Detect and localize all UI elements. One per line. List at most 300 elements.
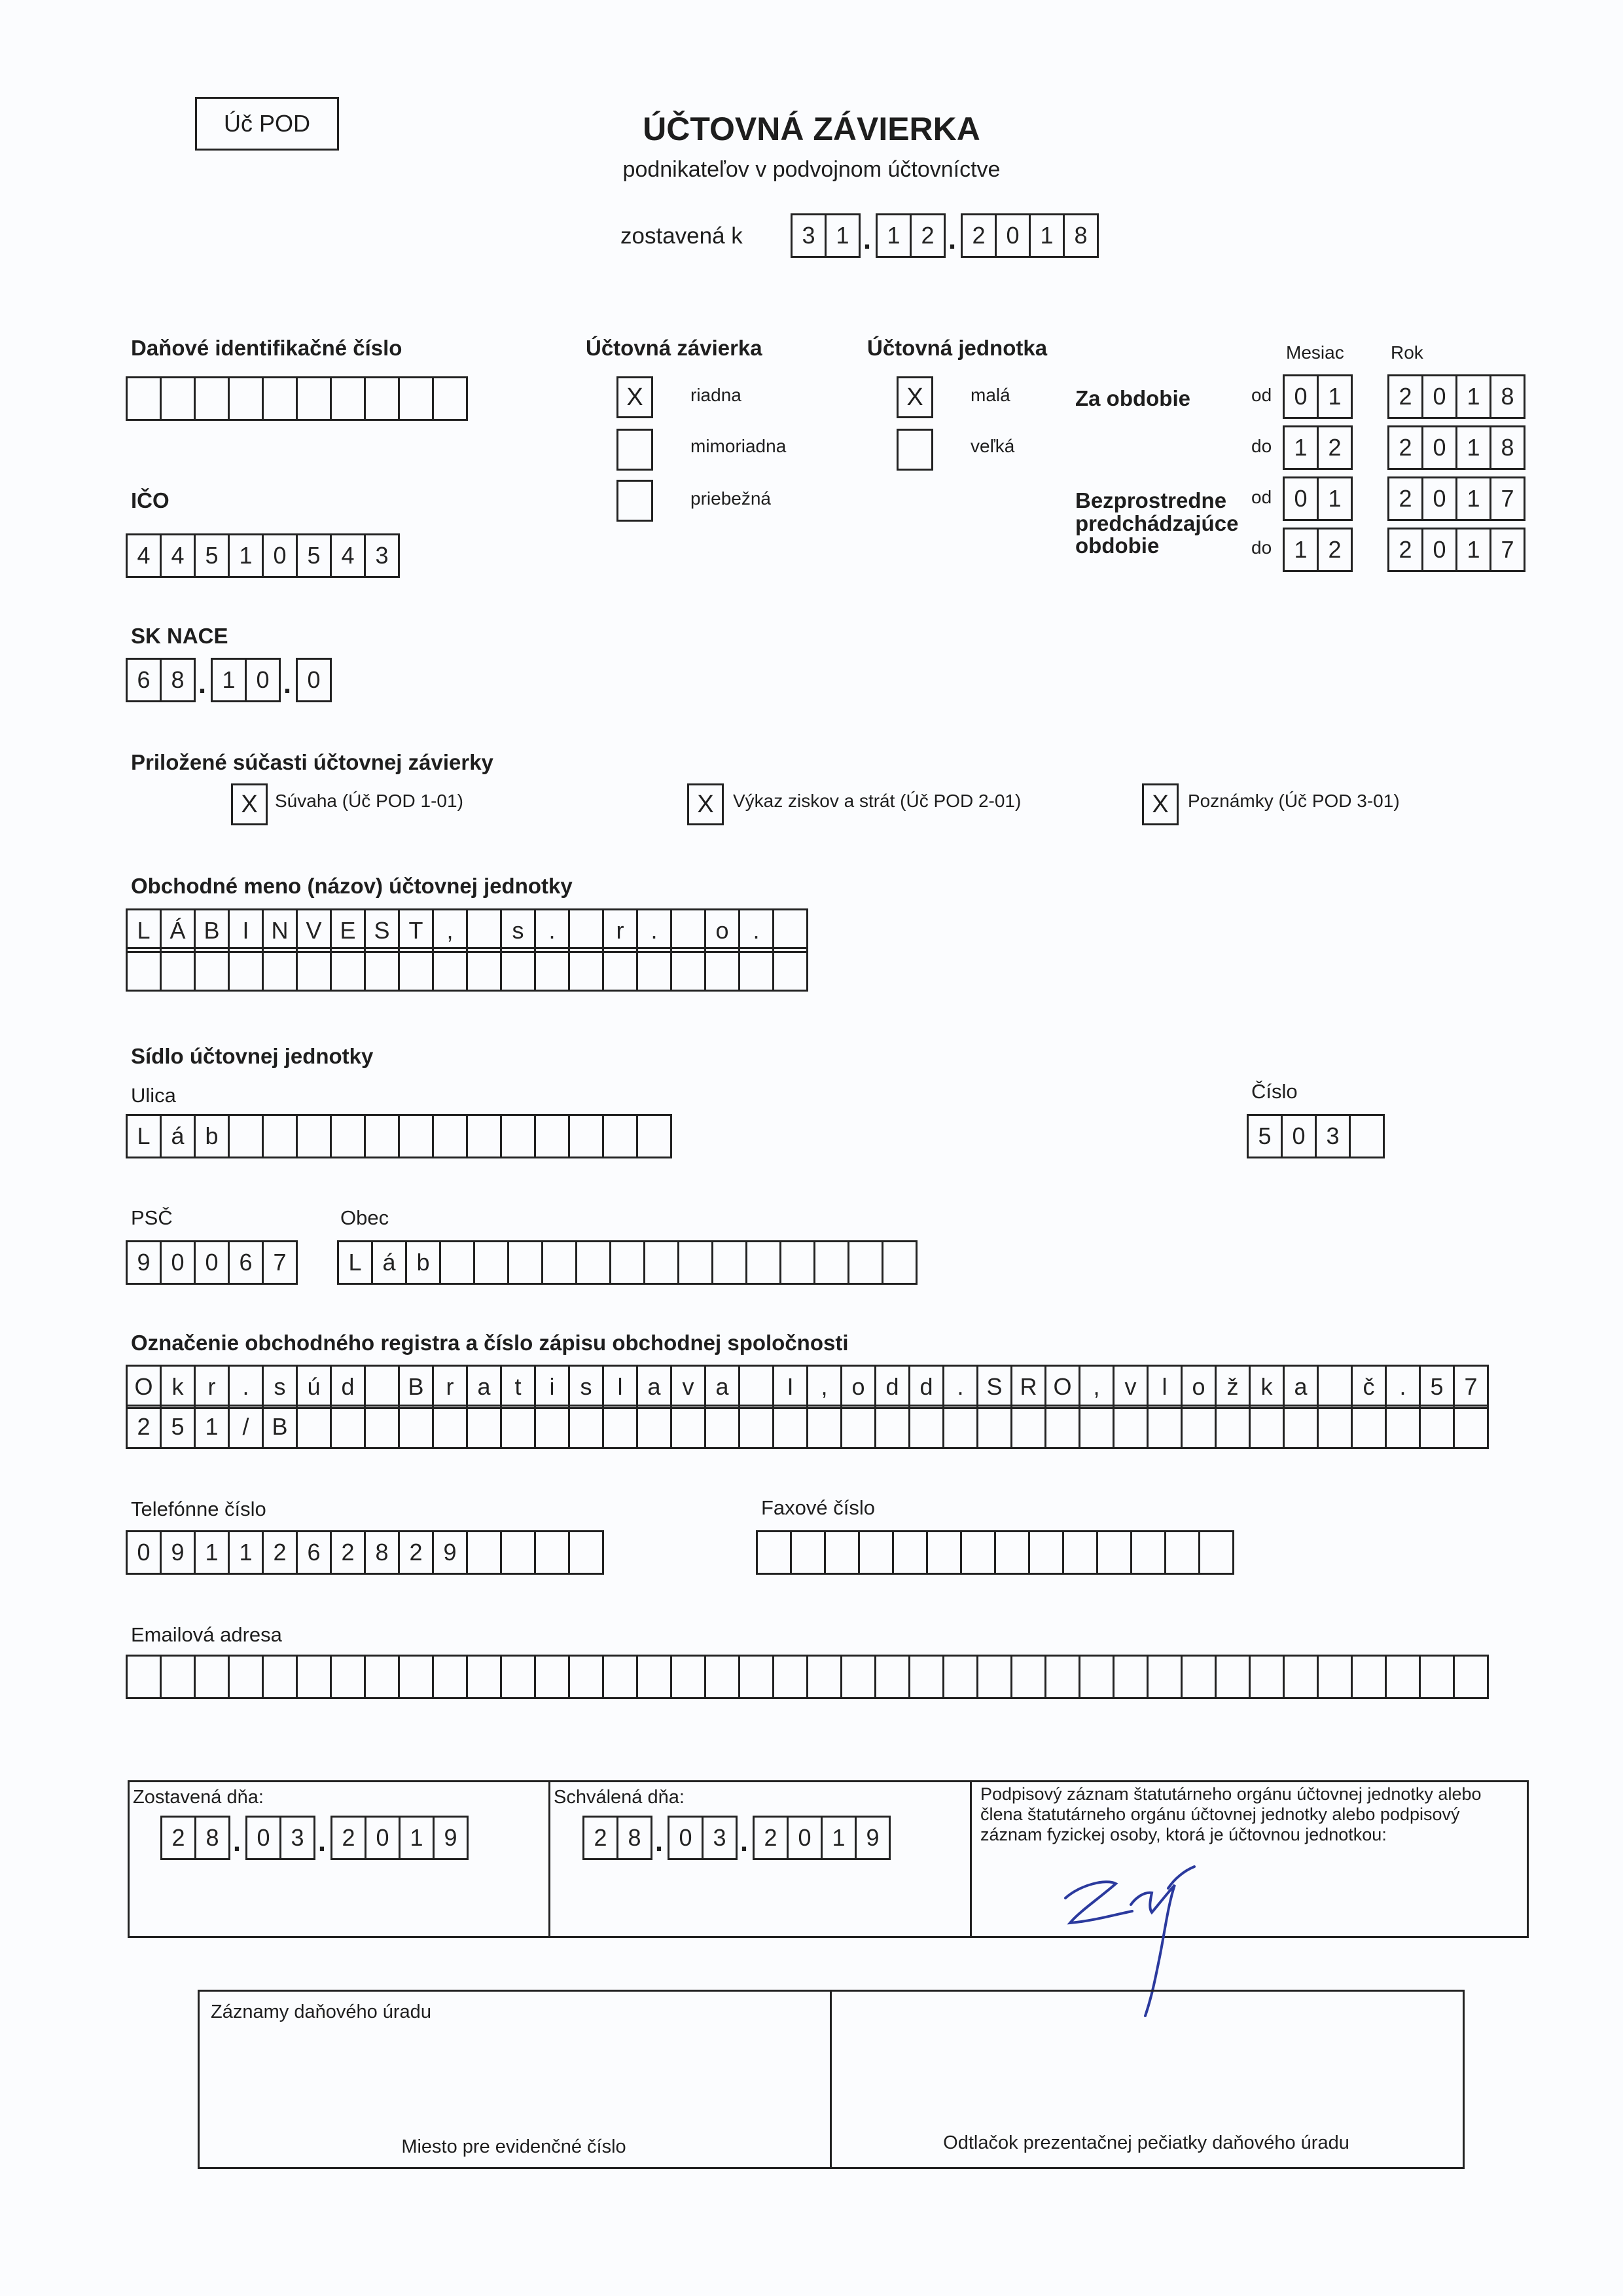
digit-cell[interactable]: 1 <box>1283 425 1319 470</box>
char-cell[interactable] <box>738 1405 774 1449</box>
char-cell[interactable] <box>228 947 264 992</box>
char-cell[interactable] <box>806 1405 842 1449</box>
dic-cell[interactable] <box>364 376 400 421</box>
char-cell[interactable] <box>1317 1655 1353 1699</box>
char-cell[interactable] <box>500 947 536 992</box>
current-to-year[interactable] <box>1387 425 1524 470</box>
date-digit[interactable]: 3 <box>791 213 827 258</box>
char-cell[interactable]: . <box>534 908 570 953</box>
char-cell[interactable] <box>466 1114 502 1158</box>
char-cell[interactable] <box>1283 1655 1319 1699</box>
char-cell[interactable]: B <box>262 1405 298 1449</box>
char-cell[interactable] <box>1283 1405 1319 1449</box>
char-cell[interactable] <box>738 947 774 992</box>
char-cell[interactable]: s <box>262 1365 298 1409</box>
previous-to-month[interactable] <box>1283 528 1351 572</box>
char-cell[interactable] <box>1385 1655 1421 1699</box>
attachment-poznamky-checkbox[interactable]: X <box>1142 783 1179 825</box>
char-cell[interactable] <box>994 1530 1030 1575</box>
char-cell[interactable]: , <box>432 908 468 953</box>
char-cell[interactable] <box>466 1655 502 1699</box>
char-cell[interactable]: ž <box>1215 1365 1251 1409</box>
char-cell[interactable] <box>432 947 468 992</box>
char-cell[interactable] <box>398 1405 434 1449</box>
char-cell[interactable] <box>704 1655 740 1699</box>
dic-boxes[interactable] <box>126 376 466 421</box>
ico-cell[interactable]: 5 <box>194 533 230 578</box>
char-cell[interactable]: V <box>296 908 332 953</box>
char-cell[interactable] <box>500 1655 536 1699</box>
char-cell[interactable] <box>1181 1655 1217 1699</box>
char-cell[interactable] <box>976 1655 1012 1699</box>
char-cell[interactable] <box>126 947 162 992</box>
char-cell[interactable] <box>1419 1655 1455 1699</box>
char-cell[interactable]: I <box>228 908 264 953</box>
char-cell[interactable] <box>160 947 196 992</box>
char-cell[interactable] <box>602 1405 638 1449</box>
digit-cell[interactable]: 0 <box>1283 476 1319 521</box>
char-cell[interactable] <box>942 1655 978 1699</box>
char-cell[interactable]: L <box>337 1240 373 1285</box>
char-cell[interactable]: r <box>194 1365 230 1409</box>
char-cell[interactable]: 1 <box>228 1530 264 1575</box>
char-cell[interactable] <box>745 1240 781 1285</box>
char-cell[interactable] <box>432 1655 468 1699</box>
previous-from-year[interactable] <box>1387 476 1524 521</box>
char-cell[interactable]: . <box>738 908 774 953</box>
char-cell[interactable] <box>976 1405 1012 1449</box>
char-cell[interactable] <box>439 1240 475 1285</box>
ico-cell[interactable]: 1 <box>228 533 264 578</box>
ico-cell[interactable]: 3 <box>364 533 400 578</box>
char-cell[interactable] <box>296 1405 332 1449</box>
char-cell[interactable] <box>228 1114 264 1158</box>
char-cell[interactable]: a <box>636 1365 672 1409</box>
dic-cell[interactable] <box>160 376 196 421</box>
dic-cell[interactable] <box>228 376 264 421</box>
char-cell[interactable] <box>942 1405 978 1449</box>
compiled-on-date[interactable]: 2 8 . 0 3 . 2 0 1 9 <box>160 1816 467 1860</box>
char-cell[interactable] <box>670 1655 706 1699</box>
char-cell[interactable] <box>1351 1655 1387 1699</box>
digit-cell[interactable]: 0 <box>1421 476 1457 521</box>
char-cell[interactable]: N <box>262 908 298 953</box>
char-cell[interactable] <box>432 1114 468 1158</box>
char-cell[interactable]: , <box>806 1365 842 1409</box>
char-cell[interactable] <box>296 1655 332 1699</box>
char-cell[interactable] <box>541 1240 577 1285</box>
char-cell[interactable] <box>194 947 230 992</box>
char-cell[interactable] <box>874 1655 910 1699</box>
char-cell[interactable] <box>772 908 808 953</box>
char-cell[interactable] <box>1096 1530 1132 1575</box>
char-cell[interactable]: r <box>432 1365 468 1409</box>
char-cell[interactable] <box>330 1114 366 1158</box>
char-cell[interactable] <box>466 947 502 992</box>
char-cell[interactable] <box>772 1405 808 1449</box>
char-cell[interactable] <box>1317 1365 1353 1409</box>
registry-line2[interactable] <box>126 1405 1487 1449</box>
char-cell[interactable] <box>756 1530 792 1575</box>
date-digit[interactable]: 2 <box>910 213 946 258</box>
char-cell[interactable] <box>1351 1405 1387 1449</box>
char-cell[interactable] <box>1113 1655 1149 1699</box>
ico-cell[interactable]: 0 <box>262 533 298 578</box>
char-cell[interactable] <box>534 947 570 992</box>
current-from-year[interactable] <box>1387 374 1524 419</box>
char-cell[interactable]: r <box>602 908 638 953</box>
char-cell[interactable]: d <box>874 1365 910 1409</box>
char-cell[interactable] <box>960 1530 996 1575</box>
char-cell[interactable]: L <box>126 1114 162 1158</box>
digit-cell[interactable]: 1 <box>1455 374 1491 419</box>
char-cell[interactable] <box>882 1240 918 1285</box>
ico-boxes[interactable] <box>126 533 398 578</box>
char-cell[interactable]: 0 <box>1281 1114 1317 1158</box>
char-cell[interactable] <box>1181 1405 1217 1449</box>
char-cell[interactable]: 2 <box>126 1405 162 1449</box>
date-digit[interactable]: 0 <box>995 213 1031 258</box>
char-cell[interactable]: ú <box>296 1365 332 1409</box>
char-cell[interactable] <box>1079 1405 1115 1449</box>
nace-cell[interactable]: 0 <box>245 658 281 702</box>
char-cell[interactable] <box>473 1240 509 1285</box>
char-cell[interactable] <box>677 1240 713 1285</box>
char-cell[interactable] <box>568 947 604 992</box>
char-cell[interactable]: . <box>636 908 672 953</box>
ico-cell[interactable]: 4 <box>160 533 196 578</box>
char-cell[interactable]: v <box>1113 1365 1149 1409</box>
current-from-month[interactable] <box>1283 374 1351 419</box>
char-cell[interactable]: Á <box>160 908 196 953</box>
char-cell[interactable] <box>500 1405 536 1449</box>
char-cell[interactable] <box>1419 1405 1455 1449</box>
date-digit[interactable]: 1 <box>825 213 861 258</box>
char-cell[interactable]: S <box>364 908 400 953</box>
char-cell[interactable] <box>1385 1405 1421 1449</box>
char-cell[interactable]: 9 <box>160 1530 196 1575</box>
char-cell[interactable]: 9 <box>126 1240 162 1285</box>
char-cell[interactable]: 5 <box>1419 1365 1455 1409</box>
char-cell[interactable]: 6 <box>228 1240 264 1285</box>
char-cell[interactable] <box>847 1240 883 1285</box>
zip-boxes[interactable] <box>126 1240 296 1285</box>
char-cell[interactable] <box>262 1114 298 1158</box>
previous-to-year[interactable] <box>1387 528 1524 572</box>
char-cell[interactable] <box>643 1240 679 1285</box>
current-to-month[interactable] <box>1283 425 1351 470</box>
unit-mala-checkbox[interactable]: X <box>897 376 933 418</box>
char-cell[interactable]: l <box>1147 1365 1183 1409</box>
char-cell[interactable]: 1 <box>194 1405 230 1449</box>
char-cell[interactable] <box>1147 1655 1183 1699</box>
char-cell[interactable] <box>568 1114 604 1158</box>
char-cell[interactable] <box>296 947 332 992</box>
char-cell[interactable] <box>398 947 434 992</box>
nace-cell[interactable]: 6 <box>126 658 162 702</box>
nace-boxes[interactable] <box>126 658 330 702</box>
char-cell[interactable] <box>1130 1530 1166 1575</box>
char-cell[interactable] <box>1079 1655 1115 1699</box>
char-cell[interactable] <box>1044 1655 1080 1699</box>
char-cell[interactable] <box>534 1655 570 1699</box>
char-cell[interactable] <box>1198 1530 1234 1575</box>
char-cell[interactable]: 9 <box>432 1530 468 1575</box>
street-boxes[interactable] <box>126 1114 670 1158</box>
char-cell[interactable] <box>262 1655 298 1699</box>
char-cell[interactable] <box>364 1365 400 1409</box>
char-cell[interactable] <box>1044 1405 1080 1449</box>
char-cell[interactable] <box>296 1114 332 1158</box>
char-cell[interactable] <box>1164 1530 1200 1575</box>
char-cell[interactable] <box>330 947 366 992</box>
char-cell[interactable]: 5 <box>160 1405 196 1449</box>
char-cell[interactable] <box>1453 1655 1489 1699</box>
char-cell[interactable]: R <box>1010 1365 1046 1409</box>
char-cell[interactable] <box>824 1530 860 1575</box>
fax-boxes[interactable] <box>756 1530 1232 1575</box>
char-cell[interactable] <box>568 1655 604 1699</box>
char-cell[interactable]: d <box>330 1365 366 1409</box>
char-cell[interactable]: B <box>194 908 230 953</box>
char-cell[interactable] <box>1453 1405 1489 1449</box>
char-cell[interactable] <box>926 1530 962 1575</box>
ico-cell[interactable]: 4 <box>126 533 162 578</box>
char-cell[interactable]: S <box>976 1365 1012 1409</box>
char-cell[interactable]: E <box>330 908 366 953</box>
char-cell[interactable] <box>636 1655 672 1699</box>
char-cell[interactable] <box>813 1240 849 1285</box>
unit-velka-checkbox[interactable] <box>897 429 933 471</box>
char-cell[interactable]: o <box>1181 1365 1217 1409</box>
digit-cell[interactable]: 2 <box>1387 528 1423 572</box>
digit-cell[interactable]: 2 <box>1387 476 1423 521</box>
char-cell[interactable]: s <box>500 908 536 953</box>
char-cell[interactable] <box>1147 1405 1183 1449</box>
char-cell[interactable]: 2 <box>330 1530 366 1575</box>
char-cell[interactable] <box>466 908 502 953</box>
char-cell[interactable] <box>738 1365 774 1409</box>
digit-cell[interactable]: 2 <box>1317 425 1353 470</box>
char-cell[interactable] <box>568 1530 604 1575</box>
char-cell[interactable]: 6 <box>296 1530 332 1575</box>
char-cell[interactable] <box>636 947 672 992</box>
char-cell[interactable] <box>398 1114 434 1158</box>
char-cell[interactable] <box>636 1405 672 1449</box>
city-boxes[interactable] <box>337 1240 916 1285</box>
char-cell[interactable]: 1 <box>194 1530 230 1575</box>
char-cell[interactable] <box>609 1240 645 1285</box>
char-cell[interactable]: a <box>1283 1365 1319 1409</box>
char-cell[interactable]: 3 <box>1315 1114 1351 1158</box>
char-cell[interactable] <box>534 1530 570 1575</box>
digit-cell[interactable]: 1 <box>1283 528 1319 572</box>
char-cell[interactable]: 0 <box>160 1240 196 1285</box>
char-cell[interactable] <box>1028 1530 1064 1575</box>
char-cell[interactable] <box>858 1530 894 1575</box>
char-cell[interactable]: 0 <box>126 1530 162 1575</box>
digit-cell[interactable]: 1 <box>1455 425 1491 470</box>
char-cell[interactable]: k <box>1249 1365 1285 1409</box>
char-cell[interactable] <box>1010 1655 1046 1699</box>
attachment-suvaha-checkbox[interactable]: X <box>231 783 268 825</box>
registry-line1[interactable] <box>126 1365 1487 1409</box>
compiled-date-boxes[interactable] <box>791 213 1097 258</box>
char-cell[interactable] <box>711 1240 747 1285</box>
char-cell[interactable] <box>466 1530 502 1575</box>
statement-priebezna-checkbox[interactable] <box>616 480 653 522</box>
char-cell[interactable] <box>772 1655 808 1699</box>
char-cell[interactable]: b <box>405 1240 441 1285</box>
char-cell[interactable]: l <box>602 1365 638 1409</box>
char-cell[interactable]: / <box>228 1405 264 1449</box>
char-cell[interactable] <box>704 1405 740 1449</box>
char-cell[interactable] <box>908 1405 944 1449</box>
char-cell[interactable] <box>126 1655 162 1699</box>
char-cell[interactable] <box>534 1405 570 1449</box>
char-cell[interactable]: t <box>500 1365 536 1409</box>
char-cell[interactable]: L <box>126 908 162 953</box>
dic-cell[interactable] <box>330 376 366 421</box>
digit-cell[interactable]: 0 <box>1421 528 1457 572</box>
ico-cell[interactable]: 4 <box>330 533 366 578</box>
char-cell[interactable] <box>398 1655 434 1699</box>
dic-cell[interactable] <box>262 376 298 421</box>
char-cell[interactable]: v <box>670 1365 706 1409</box>
char-cell[interactable] <box>892 1530 928 1575</box>
char-cell[interactable] <box>602 1655 638 1699</box>
char-cell[interactable]: č <box>1351 1365 1387 1409</box>
char-cell[interactable] <box>568 1405 604 1449</box>
digit-cell[interactable]: 7 <box>1489 528 1525 572</box>
char-cell[interactable]: a <box>466 1365 502 1409</box>
nace-cell[interactable]: 1 <box>211 658 247 702</box>
char-cell[interactable] <box>1062 1530 1098 1575</box>
char-cell[interactable] <box>330 1405 366 1449</box>
char-cell[interactable] <box>500 1530 536 1575</box>
digit-cell[interactable]: 1 <box>1455 476 1491 521</box>
char-cell[interactable] <box>534 1114 570 1158</box>
approved-on-date[interactable]: 2 8 . 0 3 . 2 0 1 9 <box>582 1816 889 1860</box>
char-cell[interactable]: á <box>371 1240 407 1285</box>
char-cell[interactable]: 2 <box>398 1530 434 1575</box>
char-cell[interactable]: s <box>568 1365 604 1409</box>
char-cell[interactable]: 8 <box>364 1530 400 1575</box>
char-cell[interactable] <box>779 1240 815 1285</box>
char-cell[interactable] <box>1249 1655 1285 1699</box>
char-cell[interactable]: 7 <box>262 1240 298 1285</box>
char-cell[interactable]: b <box>194 1114 230 1158</box>
digit-cell[interactable]: 8 <box>1489 374 1525 419</box>
date-digit[interactable]: 1 <box>876 213 912 258</box>
char-cell[interactable]: d <box>908 1365 944 1409</box>
char-cell[interactable]: . <box>228 1365 264 1409</box>
char-cell[interactable]: a <box>704 1365 740 1409</box>
char-cell[interactable] <box>1215 1405 1251 1449</box>
char-cell[interactable] <box>160 1655 196 1699</box>
digit-cell[interactable]: 2 <box>1387 374 1423 419</box>
char-cell[interactable]: O <box>126 1365 162 1409</box>
char-cell[interactable]: , <box>1079 1365 1115 1409</box>
char-cell[interactable] <box>568 908 604 953</box>
char-cell[interactable] <box>364 1114 400 1158</box>
char-cell[interactable] <box>874 1405 910 1449</box>
char-cell[interactable] <box>432 1405 468 1449</box>
attachment-vzs-checkbox[interactable]: X <box>687 783 724 825</box>
date-digit[interactable]: 8 <box>1063 213 1099 258</box>
digit-cell[interactable]: 0 <box>1283 374 1319 419</box>
digit-cell[interactable]: 1 <box>1317 374 1353 419</box>
char-cell[interactable] <box>1113 1405 1149 1449</box>
char-cell[interactable] <box>772 947 808 992</box>
char-cell[interactable] <box>364 1405 400 1449</box>
digit-cell[interactable]: 2 <box>1387 425 1423 470</box>
char-cell[interactable]: i <box>534 1365 570 1409</box>
char-cell[interactable] <box>670 1405 706 1449</box>
char-cell[interactable]: . <box>1385 1365 1421 1409</box>
char-cell[interactable] <box>840 1655 876 1699</box>
char-cell[interactable] <box>908 1655 944 1699</box>
phone-boxes[interactable] <box>126 1530 602 1575</box>
digit-cell[interactable]: 2 <box>1317 528 1353 572</box>
char-cell[interactable] <box>790 1530 826 1575</box>
dic-cell[interactable] <box>398 376 434 421</box>
dic-cell[interactable] <box>432 376 468 421</box>
char-cell[interactable] <box>670 947 706 992</box>
digit-cell[interactable]: 1 <box>1317 476 1353 521</box>
digit-cell[interactable]: 7 <box>1489 476 1525 521</box>
char-cell[interactable] <box>330 1655 366 1699</box>
dic-cell[interactable] <box>194 376 230 421</box>
char-cell[interactable] <box>602 1114 638 1158</box>
char-cell[interactable] <box>364 947 400 992</box>
char-cell[interactable]: 0 <box>194 1240 230 1285</box>
char-cell[interactable] <box>806 1655 842 1699</box>
digit-cell[interactable]: 0 <box>1421 425 1457 470</box>
char-cell[interactable] <box>194 1655 230 1699</box>
char-cell[interactable]: 5 <box>1247 1114 1283 1158</box>
char-cell[interactable] <box>704 947 740 992</box>
char-cell[interactable] <box>364 1655 400 1699</box>
statement-riadna-checkbox[interactable]: X <box>616 376 653 418</box>
char-cell[interactable] <box>228 1655 264 1699</box>
ico-cell[interactable]: 5 <box>296 533 332 578</box>
date-digit[interactable]: 1 <box>1029 213 1065 258</box>
char-cell[interactable]: 2 <box>262 1530 298 1575</box>
char-cell[interactable] <box>1249 1405 1285 1449</box>
company-name-line2[interactable] <box>126 947 806 992</box>
char-cell[interactable] <box>840 1405 876 1449</box>
char-cell[interactable]: o <box>704 908 740 953</box>
char-cell[interactable]: 7 <box>1453 1365 1489 1409</box>
char-cell[interactable]: . <box>942 1365 978 1409</box>
company-name-line1[interactable] <box>126 908 806 953</box>
email-boxes[interactable] <box>126 1655 1487 1699</box>
dic-cell[interactable] <box>296 376 332 421</box>
char-cell[interactable] <box>500 1114 536 1158</box>
char-cell[interactable] <box>466 1405 502 1449</box>
nace-cell[interactable]: 0 <box>296 658 332 702</box>
char-cell[interactable] <box>636 1114 672 1158</box>
char-cell[interactable] <box>575 1240 611 1285</box>
digit-cell[interactable]: 0 <box>1421 374 1457 419</box>
char-cell[interactable]: B <box>398 1365 434 1409</box>
char-cell[interactable] <box>1010 1405 1046 1449</box>
char-cell[interactable]: o <box>840 1365 876 1409</box>
char-cell[interactable] <box>1215 1655 1251 1699</box>
number-boxes[interactable] <box>1247 1114 1383 1158</box>
char-cell[interactable] <box>738 1655 774 1699</box>
